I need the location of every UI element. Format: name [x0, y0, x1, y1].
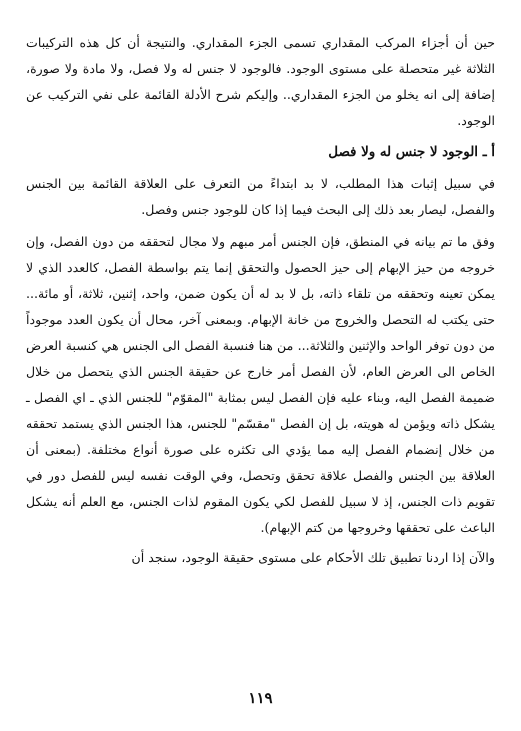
intro-paragraph: حين أن أجزاء المركب المقداري تسمى الجزء المقداري. والنتيجة أن كل هذه التركيبات الثلاثة غير متحصلة على مستوى الوجود. فالوجود لا جنس له ولا فصل، ولا مادة ولا صورة، إضافة إلى انه يخلو من الجزء المقداري.. وإليكم شرح الأدلة القائمة على نفي التركيب عن الوجود. [26, 35, 495, 128]
section-heading: أ ـ الوجود لا جنس له ولا فصل [328, 144, 495, 160]
paragraph-3: والآن إذا اردنا تطبيق تلك الأحكام على مستوى حقيقة الوجود، سنجد أن [131, 550, 495, 565]
paragraph-2: وفق ما تم بيانه في المنطق، فإن الجنس أمر مبهم ولا مجال لتحققه من دون الفصل، وإن خروجه من حيز الإبهام إلى حيز الحصول والتحقق إنما يتم بواسطة الفصل، كالعدد الذي لا يمكن تعينه وتحققه من تلقاء ذاته، بل لا بد له أن يكون ضمن، واحد، إثنين، ثلاثة، أو مائة... حتى يكتب له التحصل والخروج من خانة الإبهام. وبمعنى آخر، محال أن يكون العدد موجوداً من دون توفر الواحد والإثنين والثلاثة... من هنا فنسبة الفصل الى الجنس هي كنسبة العرض الخاص الى العرض العام، لأن الفصل أمر خارج عن حقيقة الجنس الذي يتحصل من خلال ضميمة الفصل اليه، وبناء عليه فإن الفصل ليس بمثابة "المقوّم" للجنس الذي ـ اي الفصل ـ يشكل ذاته ويؤمن له هويته، بل إن الفصل "مقسّم" للجنس، هذا الجنس الذي يستمد تحققه من خلال إنضمام الفصل إليه مما يؤدي الى تكثره على صورة أنواع مختلفة. (بمعنى أن العلاقة بين الجنس والفصل علاقة تحقق وتحصل، وفي الوقت نفسه ليس للفصل دور في تقويم ذات الجنس، إذ لا سبيل للفصل لكي يكون المقوم لذات الجنس، مع العلم أنه يشكل الباعث على تحققها وخروجها من كتم الإبهام). [26, 234, 495, 535]
book-page [26, 30, 495, 711]
page-number: ١١٩ [248, 689, 273, 707]
spacer [26, 134, 495, 138]
paragraph-1: في سبيل إثبات هذا المطلب، لا بد ابتداءً من التعرف على العلاقة القائمة بين الجنس والفصل، ليصار بعد ذلك إلى البحث فيما إذا كان للوجود جنس وفصل. [26, 176, 495, 217]
